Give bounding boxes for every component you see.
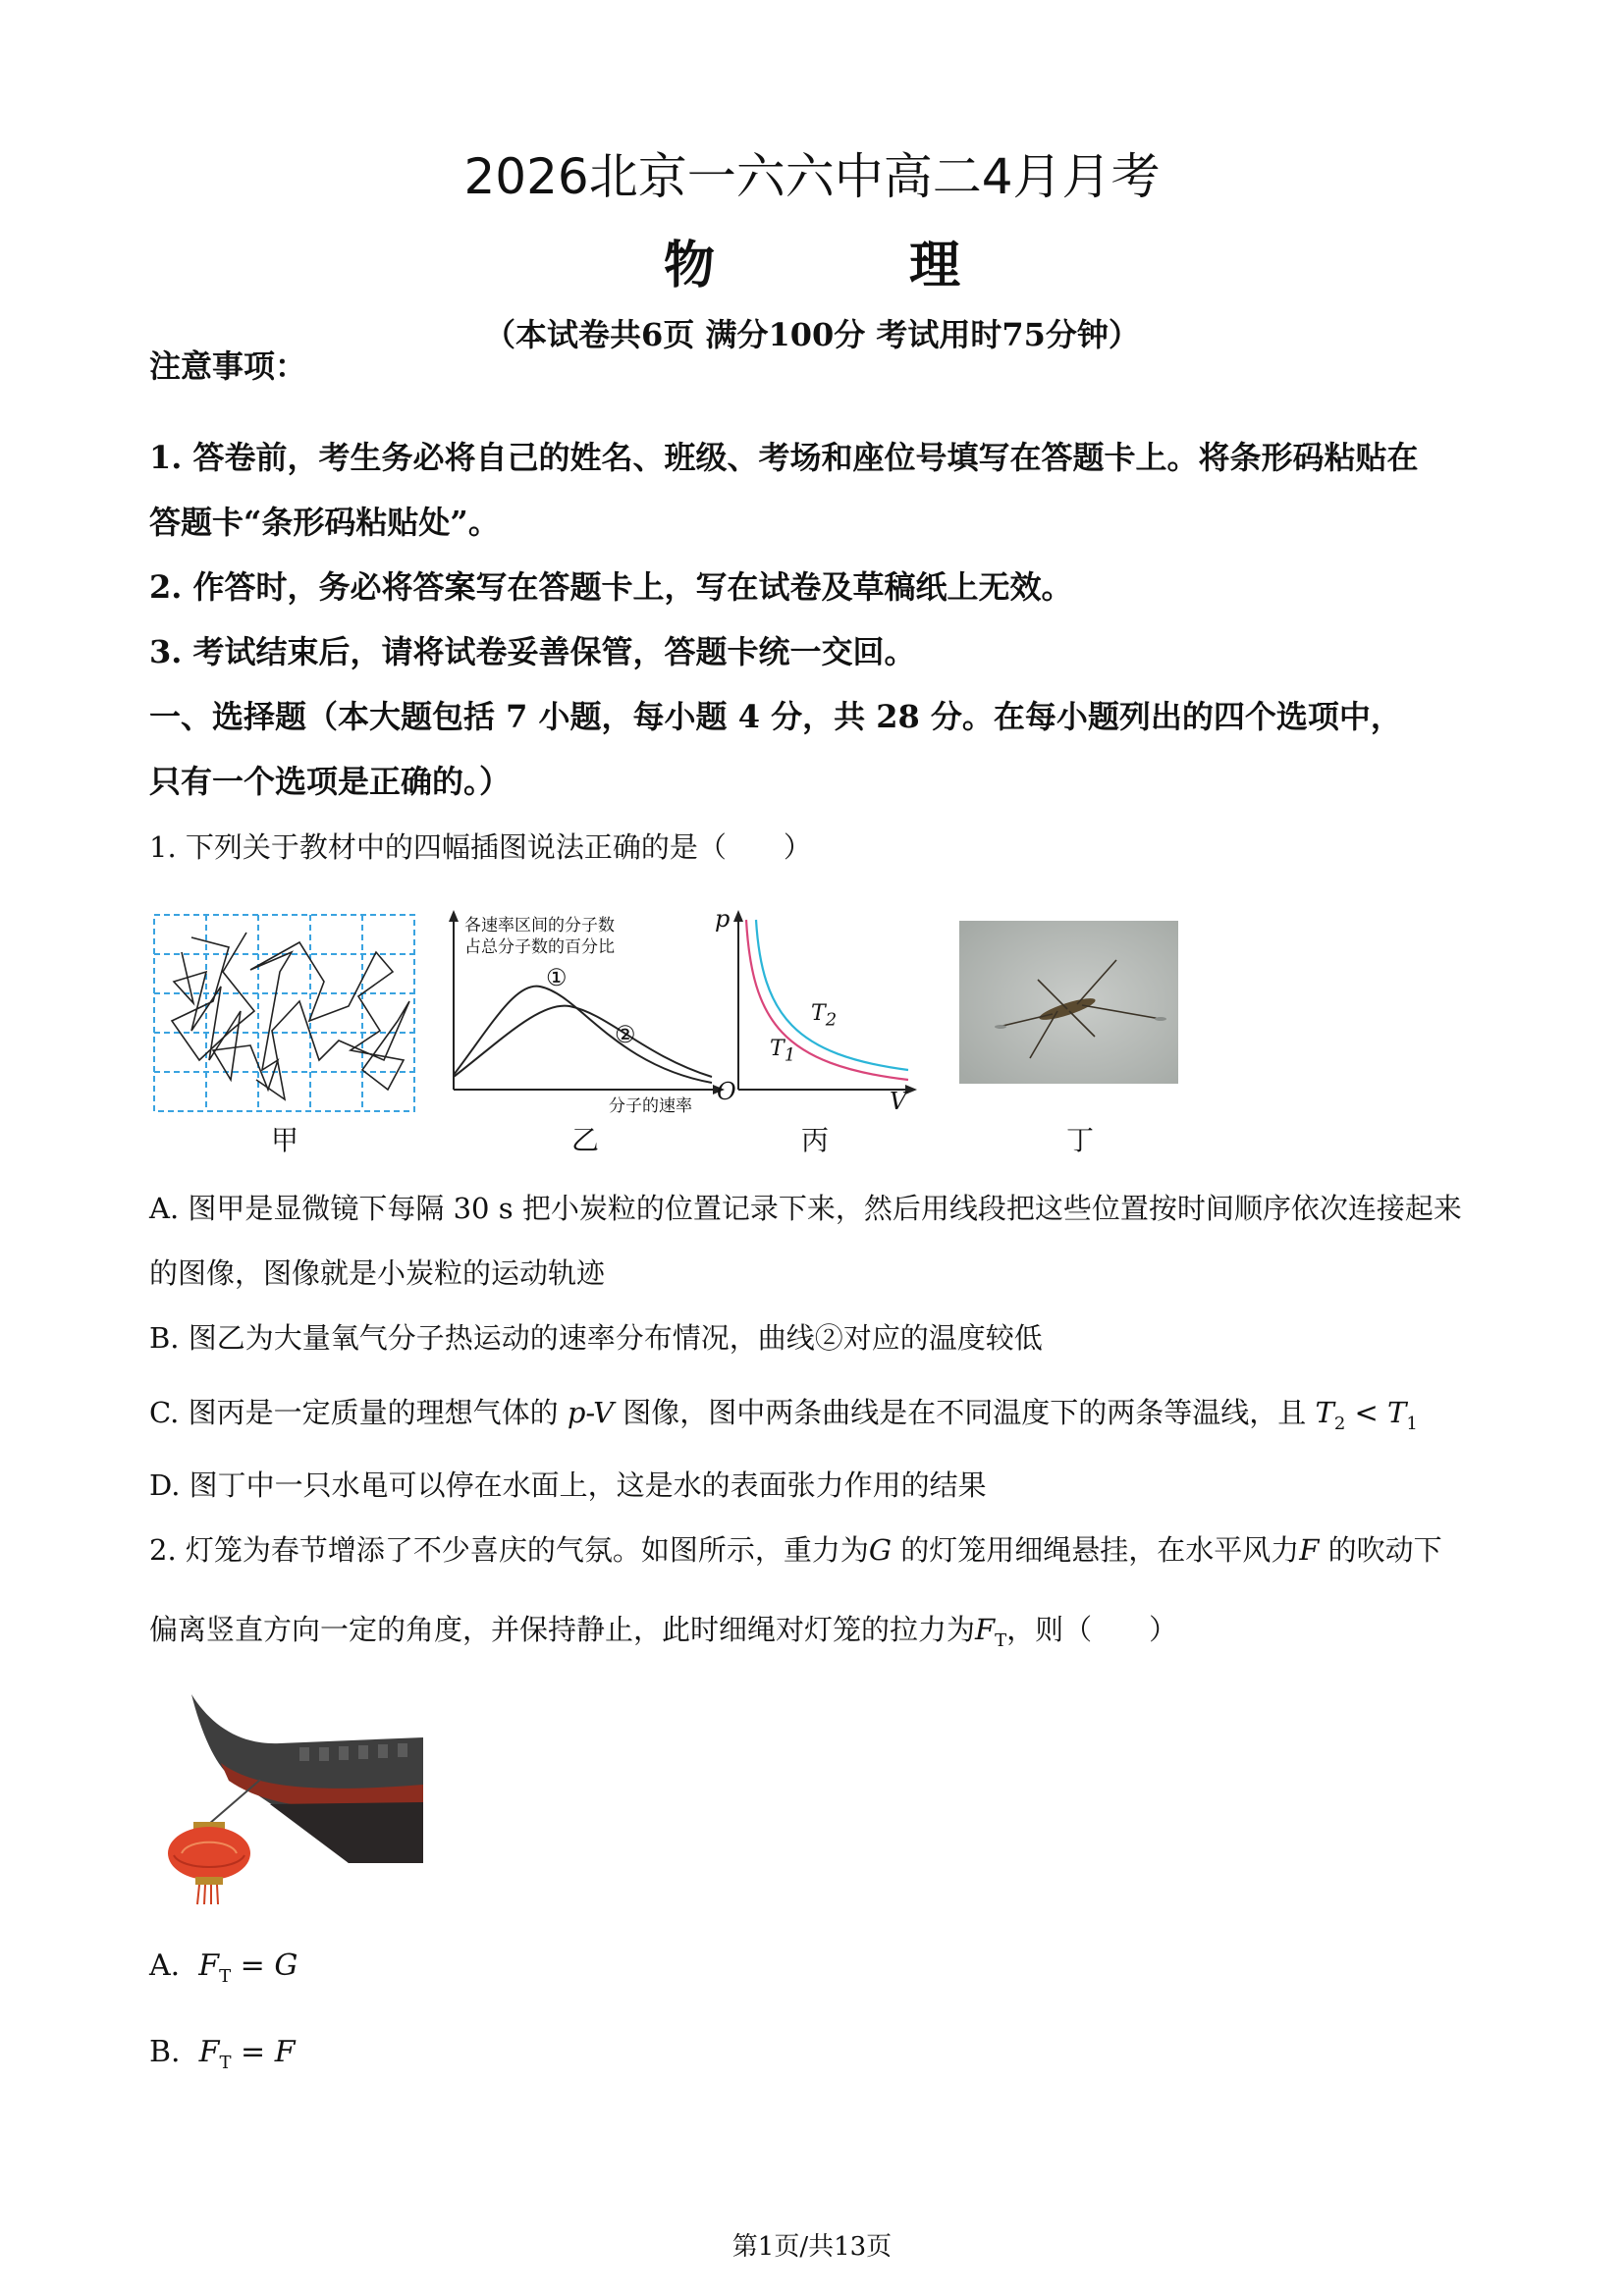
page-footer: 第1页/共13页 (731, 2232, 893, 2262)
figure-bing-t2-sub: 2 (825, 1009, 838, 1031)
q1-option-c-t2: T (1315, 1396, 1334, 1429)
q1-option-c-t1: T (1387, 1396, 1407, 1429)
q1-option-c-text-1: C. 图丙是一定质量的理想气体的 (149, 1396, 568, 1429)
section-1-line-2: 只有一个选项是正确的。） (149, 763, 512, 800)
notice-item-1-line-2: 答题卡“条形码粘贴处”。 (149, 504, 500, 541)
figure-bing-t1-letter: T (770, 1037, 785, 1061)
figure-yi-curve-1-label: ① (546, 964, 568, 991)
figure-lantern-eave (152, 1686, 427, 1907)
q2-option-b-label: B. (149, 2035, 181, 2069)
q2-stem-text-4: 偏离竖直方向一定的角度，并保持静止，此时细绳对灯笼的拉力为 (149, 1613, 976, 1646)
q1-option-c (149, 1380, 1485, 1457)
notice-item-1-line-1: 1. 答卷前，考生务必将自己的姓名、班级、考场和座位号填写在答题卡上。将条形码粘贴在 (149, 439, 1419, 476)
q2-stem-f: F (1299, 1533, 1320, 1567)
q1-option-d: D. 图丁中一只水黾可以停在水面上，这是水的表面张力作用的结果 (149, 1468, 987, 1502)
figure-yi-label: 乙 (570, 1124, 599, 1156)
figure-ding-water-strider-photo (959, 921, 1178, 1084)
q2-stem-ft: F (975, 1613, 996, 1646)
figure-bing-t2-letter: T (811, 1001, 826, 1026)
q1-option-c-text-2: 图像，图中两条曲线是在不同温度下的两条等温线，且 (614, 1396, 1316, 1429)
q1-option-a-line-2: 的图像，图像就是小炭粒的运动轨迹 (149, 1256, 606, 1290)
figure-yi-ylabel-line-2: 占总分子数的百分比 (464, 937, 615, 957)
figure-yi-curve-2-label: ② (615, 1021, 636, 1048)
q1-option-b: B. 图乙为大量氧气分子热运动的速率分布情况，曲线②对应的温度较低 (149, 1321, 1043, 1355)
subject-title: 物 理 (663, 237, 1050, 295)
figure-jia-label: 甲 (270, 1124, 298, 1156)
figure-bing-t2-label (811, 1001, 837, 1030)
q2-option-a-f: F (198, 1949, 220, 1983)
q2-option-a-equals: = (231, 1949, 275, 1983)
q2-option-a (149, 1934, 1485, 2009)
q1-option-c-t2-sub: 2 (1333, 1413, 1346, 1434)
q2-option-b (149, 2020, 1485, 2096)
notice-heading: 注意事项： (149, 347, 307, 385)
figure-ding-label: 丁 (1065, 1124, 1094, 1156)
q2-stem-text-2: 的灯笼用细绳悬挂，在水平风力 (892, 1533, 1300, 1567)
exam-info: （本试卷共6页 满分100分 考试用时75分钟） (484, 316, 1140, 353)
section-1-line-1: 一、选择题（本大题包括 7 小题，每小题 4 分，共 28 分。在每小题列出的四个选项中， (149, 698, 1402, 735)
q2-option-b-rhs: F (274, 2035, 296, 2069)
q2-stem-text-1: 2. 灯笼为春节增添了不少喜庆的气氛。如图所示，重力为 (149, 1533, 869, 1567)
q2-option-a-label: A. (149, 1949, 181, 1983)
figure-bing-v-axis: V (890, 1088, 907, 1115)
figure-bing-p-axis: p (715, 905, 731, 933)
q2-option-b-equals: = (231, 2035, 275, 2069)
figure-yi-ylabel-line-1: 各速率区间的分子数 (464, 916, 615, 935)
q1-option-c-pv: p-V (567, 1396, 615, 1429)
figure-yi-xlabel: 分子的速率 (609, 1096, 692, 1116)
q2-stem-line-2 (149, 1597, 1485, 1674)
q2-stem-text-3: 的吹动下 (1319, 1533, 1442, 1567)
q2-stem-line-1 (149, 1518, 1485, 1582)
figure-yi-ylabel (464, 915, 615, 958)
q2-stem-text-5: ，则（ ） (1006, 1613, 1178, 1646)
q2-stem-g: G (868, 1533, 893, 1567)
figure-bing-origin: O (717, 1078, 736, 1105)
q2-stem-ft-sub: T (995, 1629, 1007, 1651)
figure-jia-brownian (152, 913, 417, 1114)
q1-stem: 1. 下列关于教材中的四幅插图说法正确的是（ ） (149, 830, 812, 864)
figure-bing-t1-sub: 1 (784, 1044, 796, 1066)
page-title: 2026北京一六六中高二4月月考 (463, 148, 1161, 205)
q2-option-a-sub: T (219, 1966, 232, 1987)
q1-option-a-line-1: A. 图甲是显微镜下每隔 30 s 把小炭粒的位置记录下来，然后用线段把这些位置按时间顺序依次连接起来 (149, 1192, 1462, 1225)
q1-option-c-t1-sub: 1 (1406, 1413, 1418, 1434)
q2-option-b-sub: T (219, 2053, 232, 2073)
q1-option-c-less-than: < (1345, 1396, 1388, 1429)
notice-item-3: 3. 考试结束后，请将试卷妥善保管，答题卡统一交回。 (149, 633, 916, 670)
figure-bing-t1-label (770, 1037, 795, 1065)
notice-item-2: 2. 作答时，务必将答案写在答题卡上，写在试卷及草稿纸上无效。 (149, 568, 1073, 606)
q2-option-b-f: F (198, 2035, 220, 2069)
figure-bing-label: 丙 (800, 1124, 829, 1156)
q2-option-a-rhs: G (274, 1949, 298, 1983)
